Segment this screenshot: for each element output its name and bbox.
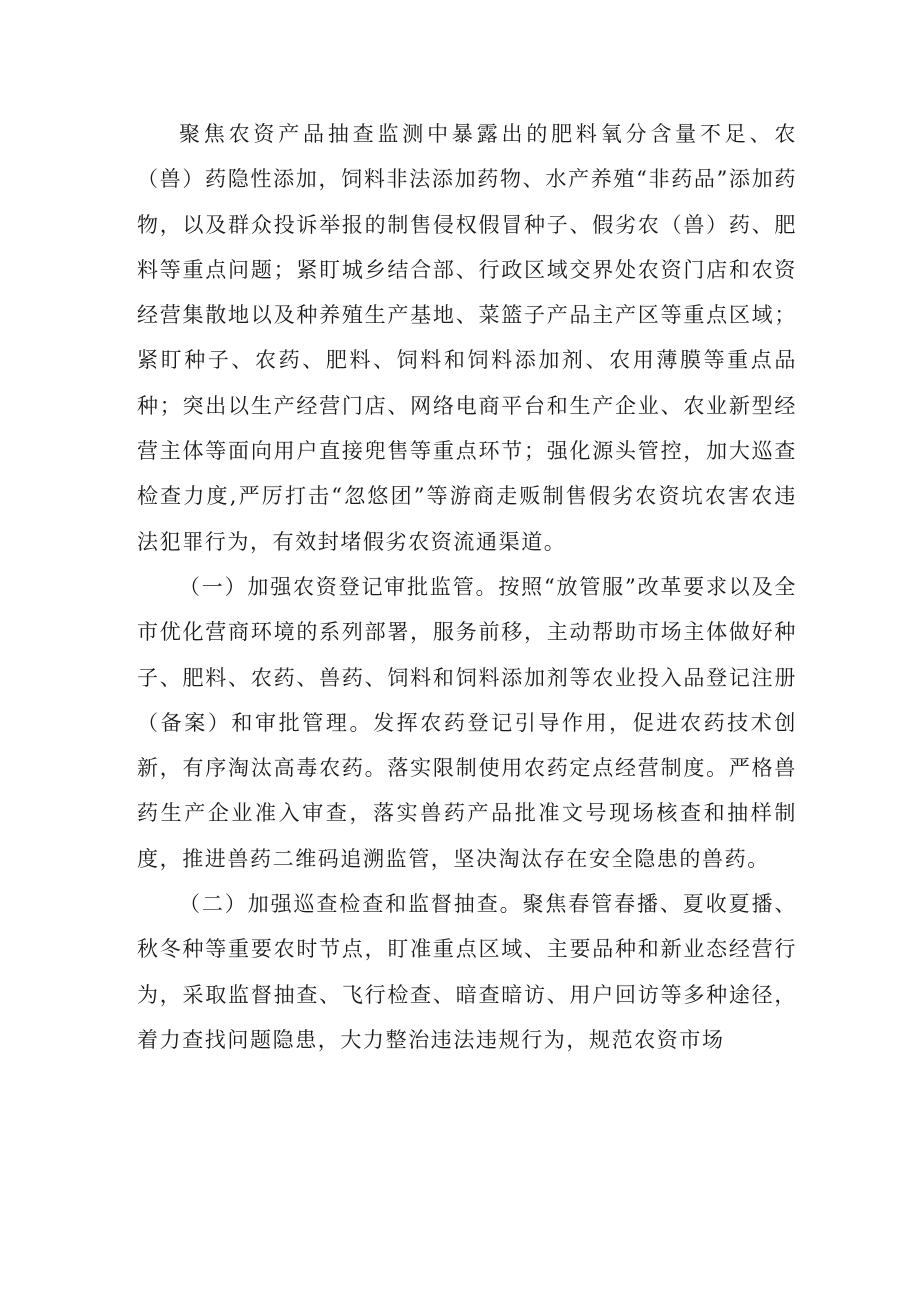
document-body [137, 112, 797, 1063]
paragraph-section-2: （二）加强巡查检查和监督抽查。聚焦春管春播、夏收夏播、秋冬种等重要农时节点，盯准重点区域、主要品种和新业态经营行为，采取监督抽查、飞行检查、暗查暗访、用户回访等多种途径，着力查找问题隐患，大力整治违法违规行为，规范农资市场 [137, 892, 797, 1052]
paragraph-intro: 聚焦农资产品抽查监测中暴露出的肥料氧分含量不足、农（兽）药隐性添加，饲料非法添加药物、水产养殖“非药品”添加药物，以及群众投诉举报的制售侵权假冒种子、假劣农（兽）药、肥料等重点问题；紧盯城乡结合部、行政区域交界处农资门店和农资经营集散地以及种养殖生产基地、菜篮子产品主产区等重点区域；紧盯种子、农药、肥料、饲料和饲料添加剂、农用薄膜等重点品种；突出以生产经营门店、网络电商平台和生产企业、农业新型经营主体等面向用户直接兜售等重点环节；强化源头管控，加大巡查检查力度,严厉打击“忽悠团”等游商走贩制售假劣农资坑农害农违法犯罪行为，有效封堵假劣农资流通渠道。 [137, 122, 797, 554]
paragraph-section-1: （一）加强农资登记审批监管。按照“放管服”改革要求以及全市优化营商环境的系列部署，服务前移，主动帮助市场主体做好种子、肥料、农药、兽药、饲料和饲料添加剂等农业投入品登记注册（备案）和审批管理。发挥农药登记引导作用，促进农药技术创新，有序淘汰高毒农药。落实限制使用农药定点经营制度。严格兽药生产企业准入审查，落实兽药产品批准文号现场核查和抽样制度，推进兽药二维码追溯监管，坚决淘汰存在安全隐患的兽药。 [137, 574, 797, 871]
